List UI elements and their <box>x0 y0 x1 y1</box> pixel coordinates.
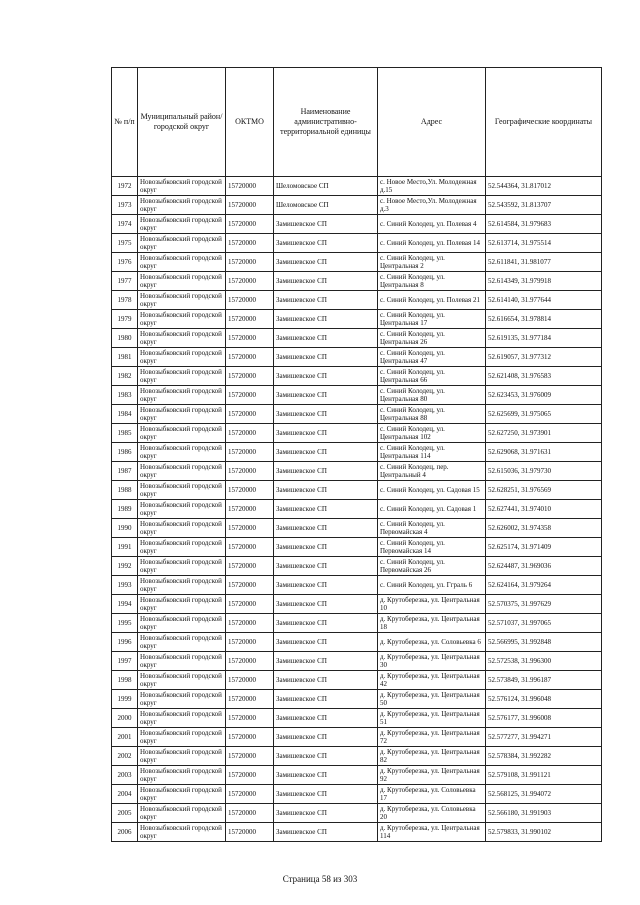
table-row <box>112 443 602 462</box>
row-number: 1974 <box>112 215 138 234</box>
unit-cell: Замишевское СП <box>274 405 378 424</box>
municipality-cell: Новозыбковский городской округ <box>138 291 226 310</box>
coords-cell: 52.579833, 31.990102 <box>486 823 602 842</box>
coords-cell: 52.566180, 31.991903 <box>486 804 602 823</box>
row-number: 1991 <box>112 538 138 557</box>
address-cell: с. Синий Колодец, ул. Полевая 4 <box>378 215 486 234</box>
municipality-cell: Новозыбковский городской округ <box>138 671 226 690</box>
table-row <box>112 234 602 253</box>
municipality-cell: Новозыбковский городской округ <box>138 595 226 614</box>
address-cell: д. Крутоберезка, ул. Центральная 51 <box>378 709 486 728</box>
table-row <box>112 215 602 234</box>
table-row <box>112 690 602 709</box>
table-row <box>112 196 602 215</box>
municipality-cell: Новозыбковский городской округ <box>138 253 226 272</box>
table-row <box>112 804 602 823</box>
row-number: 1999 <box>112 690 138 709</box>
coords-cell: 52.619057, 31.977312 <box>486 348 602 367</box>
municipality-cell: Новозыбковский городской округ <box>138 272 226 291</box>
unit-cell: Шеломовское СП <box>274 196 378 215</box>
table-row <box>112 671 602 690</box>
address-cell: д. Крутоберезка, ул. Центральная 42 <box>378 671 486 690</box>
address-cell: д. Крутоберезка, ул. Центральная 82 <box>378 747 486 766</box>
table-row <box>112 253 602 272</box>
unit-cell: Замишевское СП <box>274 614 378 633</box>
oktmo-cell: 15720000 <box>226 424 274 443</box>
row-number: 1990 <box>112 519 138 538</box>
table-row <box>112 500 602 519</box>
municipality-cell: Новозыбковский городской округ <box>138 481 226 500</box>
coords-cell: 52.624164, 31.979264 <box>486 576 602 595</box>
unit-cell: Замишевское СП <box>274 253 378 272</box>
row-number: 2001 <box>112 728 138 747</box>
address-cell: с. Синий Колодец, ул. Центральная 2 <box>378 253 486 272</box>
address-cell: с. Синий Колодец, ул. Центральная 80 <box>378 386 486 405</box>
unit-cell: Замишевское СП <box>274 348 378 367</box>
coords-cell: 52.625174, 31.971409 <box>486 538 602 557</box>
municipality-cell: Новозыбковский городской округ <box>138 652 226 671</box>
coords-cell: 52.566995, 31.992848 <box>486 633 602 652</box>
unit-cell: Замишевское СП <box>274 690 378 709</box>
row-number: 1979 <box>112 310 138 329</box>
oktmo-cell: 15720000 <box>226 253 274 272</box>
coords-cell: 52.570375, 31.997629 <box>486 595 602 614</box>
table-row <box>112 481 602 500</box>
row-number: 1996 <box>112 633 138 652</box>
coords-cell: 52.576124, 31.996048 <box>486 690 602 709</box>
unit-cell: Замишевское СП <box>274 557 378 576</box>
row-number: 1980 <box>112 329 138 348</box>
table-row <box>112 823 602 842</box>
oktmo-cell: 15720000 <box>226 215 274 234</box>
table-row <box>112 272 602 291</box>
unit-cell: Замишевское СП <box>274 538 378 557</box>
address-cell: с. Синий Колодец, ул. Первомайская 14 <box>378 538 486 557</box>
unit-cell: Замишевское СП <box>274 519 378 538</box>
table-row <box>112 177 602 196</box>
table-row <box>112 310 602 329</box>
oktmo-cell: 15720000 <box>226 519 274 538</box>
coords-cell: 52.578384, 31.992282 <box>486 747 602 766</box>
oktmo-cell: 15720000 <box>226 823 274 842</box>
oktmo-cell: 15720000 <box>226 747 274 766</box>
municipality-cell: Новозыбковский городской округ <box>138 804 226 823</box>
table-row <box>112 348 602 367</box>
coords-cell: 52.616654, 31.978814 <box>486 310 602 329</box>
table-row <box>112 652 602 671</box>
table-row <box>112 709 602 728</box>
table-row <box>112 747 602 766</box>
header-unit: Наименование административно-территориальной единицы <box>274 68 378 177</box>
oktmo-cell: 15720000 <box>226 595 274 614</box>
address-cell: с. Синий Колодец, ул. Полевая 21 <box>378 291 486 310</box>
municipality-cell: Новозыбковский городской округ <box>138 443 226 462</box>
oktmo-cell: 15720000 <box>226 196 274 215</box>
table-row <box>112 728 602 747</box>
row-number: 2003 <box>112 766 138 785</box>
unit-cell: Замишевское СП <box>274 443 378 462</box>
unit-cell: Замишевское СП <box>274 576 378 595</box>
municipality-cell: Новозыбковский городской округ <box>138 310 226 329</box>
address-cell: с. Синий Колодец, ул. Центральная 114 <box>378 443 486 462</box>
municipality-cell: Новозыбковский городской округ <box>138 424 226 443</box>
row-number: 1987 <box>112 462 138 481</box>
row-number: 1986 <box>112 443 138 462</box>
unit-cell: Замишевское СП <box>274 272 378 291</box>
registry-table <box>111 67 602 842</box>
municipality-cell: Новозыбковский городской округ <box>138 405 226 424</box>
address-cell: с. Синий Колодец, ул. Центральная 47 <box>378 348 486 367</box>
address-cell: д. Крутоберезка, ул. Соловьевка 17 <box>378 785 486 804</box>
oktmo-cell: 15720000 <box>226 481 274 500</box>
row-number: 1994 <box>112 595 138 614</box>
address-cell: с. Синий Колодец, ул. Гграль 6 <box>378 576 486 595</box>
table-row <box>112 633 602 652</box>
coords-cell: 52.543592, 31.813707 <box>486 196 602 215</box>
municipality-cell: Новозыбковский городской округ <box>138 234 226 253</box>
coords-cell: 52.579108, 31.991121 <box>486 766 602 785</box>
table-row <box>112 766 602 785</box>
municipality-cell: Новозыбковский городской округ <box>138 196 226 215</box>
unit-cell: Замишевское СП <box>274 500 378 519</box>
coords-cell: 52.623453, 31.976009 <box>486 386 602 405</box>
header-address: Адрес <box>378 68 486 177</box>
unit-cell: Замишевское СП <box>274 671 378 690</box>
unit-cell: Замишевское СП <box>274 766 378 785</box>
municipality-cell: Новозыбковский городской округ <box>138 614 226 633</box>
address-cell: д. Крутоберезка, ул. Центральная 114 <box>378 823 486 842</box>
oktmo-cell: 15720000 <box>226 405 274 424</box>
table-row <box>112 367 602 386</box>
address-cell: д. Крутоберезка, ул. Центральная 10 <box>378 595 486 614</box>
coords-cell: 52.629068, 31.971631 <box>486 443 602 462</box>
row-number: 1977 <box>112 272 138 291</box>
municipality-cell: Новозыбковский городской округ <box>138 557 226 576</box>
unit-cell: Замишевское СП <box>274 785 378 804</box>
coords-cell: 52.627250, 31.973901 <box>486 424 602 443</box>
row-number: 1995 <box>112 614 138 633</box>
municipality-cell: Новозыбковский городской округ <box>138 823 226 842</box>
municipality-cell: Новозыбковский городской округ <box>138 177 226 196</box>
coords-cell: 52.625699, 31.975065 <box>486 405 602 424</box>
oktmo-cell: 15720000 <box>226 633 274 652</box>
unit-cell: Замишевское СП <box>274 747 378 766</box>
municipality-cell: Новозыбковский городской округ <box>138 215 226 234</box>
municipality-cell: Новозыбковский городской округ <box>138 538 226 557</box>
address-cell: с. Новое Место,Ул. Молодежная д.15 <box>378 177 486 196</box>
oktmo-cell: 15720000 <box>226 177 274 196</box>
municipality-cell: Новозыбковский городской округ <box>138 747 226 766</box>
table-body <box>112 177 602 842</box>
table-row <box>112 576 602 595</box>
unit-cell: Замишевское СП <box>274 310 378 329</box>
unit-cell: Замишевское СП <box>274 386 378 405</box>
header-oktmo: ОКТМО <box>226 68 274 177</box>
address-cell: с. Синий Колодец, ул. Центральная 26 <box>378 329 486 348</box>
row-number: 2002 <box>112 747 138 766</box>
table-header-row <box>112 68 602 177</box>
oktmo-cell: 15720000 <box>226 804 274 823</box>
oktmo-cell: 15720000 <box>226 614 274 633</box>
municipality-cell: Новозыбковский городской округ <box>138 709 226 728</box>
coords-cell: 52.613714, 31.975514 <box>486 234 602 253</box>
unit-cell: Замишевское СП <box>274 291 378 310</box>
unit-cell: Замишевское СП <box>274 481 378 500</box>
table-row <box>112 785 602 804</box>
address-cell: с. Синий Колодец, ул. Первомайская 26 <box>378 557 486 576</box>
municipality-cell: Новозыбковский городской округ <box>138 785 226 804</box>
oktmo-cell: 15720000 <box>226 500 274 519</box>
municipality-cell: Новозыбковский городской округ <box>138 329 226 348</box>
row-number: 1972 <box>112 177 138 196</box>
unit-cell: Замишевское СП <box>274 823 378 842</box>
row-number: 1988 <box>112 481 138 500</box>
table-row <box>112 462 602 481</box>
address-cell: с. Синий Колодец, ул. Центральная 102 <box>378 424 486 443</box>
coords-cell: 52.614140, 31.977644 <box>486 291 602 310</box>
row-number: 1998 <box>112 671 138 690</box>
row-number: 1976 <box>112 253 138 272</box>
address-cell: с. Синий Колодец, ул. Первомайская 4 <box>378 519 486 538</box>
address-cell: с. Синий Колодец, ул. Садовая 1 <box>378 500 486 519</box>
address-cell: с. Синий Колодец, ул. Центральная 88 <box>378 405 486 424</box>
oktmo-cell: 15720000 <box>226 462 274 481</box>
unit-cell: Замишевское СП <box>274 234 378 253</box>
coords-cell: 52.627441, 31.974010 <box>486 500 602 519</box>
coords-cell: 52.628251, 31.976569 <box>486 481 602 500</box>
municipality-cell: Новозыбковский городской округ <box>138 576 226 595</box>
oktmo-cell: 15720000 <box>226 576 274 595</box>
table-row <box>112 291 602 310</box>
row-number: 2006 <box>112 823 138 842</box>
coords-cell: 52.611841, 31.981077 <box>486 253 602 272</box>
unit-cell: Замишевское СП <box>274 652 378 671</box>
unit-cell: Замишевское СП <box>274 728 378 747</box>
municipality-cell: Новозыбковский городской округ <box>138 633 226 652</box>
page-number: Страница 58 из 303 <box>282 874 358 884</box>
header-municipality: Муниципальный район/городской округ <box>138 68 226 177</box>
oktmo-cell: 15720000 <box>226 329 274 348</box>
unit-cell: Замишевское СП <box>274 424 378 443</box>
address-cell: д. Крутоберезка, ул. Центральная 18 <box>378 614 486 633</box>
address-cell: д. Крутоберезка, ул. Соловьевка 20 <box>378 804 486 823</box>
oktmo-cell: 15720000 <box>226 234 274 253</box>
coords-cell: 52.577277, 31.994271 <box>486 728 602 747</box>
row-number: 1985 <box>112 424 138 443</box>
municipality-cell: Новозыбковский городской округ <box>138 690 226 709</box>
oktmo-cell: 15720000 <box>226 310 274 329</box>
oktmo-cell: 15720000 <box>226 348 274 367</box>
municipality-cell: Новозыбковский городской округ <box>138 367 226 386</box>
table-row <box>112 538 602 557</box>
oktmo-cell: 15720000 <box>226 709 274 728</box>
oktmo-cell: 15720000 <box>226 557 274 576</box>
row-number: 1973 <box>112 196 138 215</box>
address-cell: д. Крутоберезка, ул. Соловьевка 6 <box>378 633 486 652</box>
coords-cell: 52.614584, 31.979683 <box>486 215 602 234</box>
row-number: 1984 <box>112 405 138 424</box>
row-number: 2005 <box>112 804 138 823</box>
oktmo-cell: 15720000 <box>226 785 274 804</box>
coords-cell: 52.614349, 31.979918 <box>486 272 602 291</box>
row-number: 2004 <box>112 785 138 804</box>
header-num: № п/п <box>112 68 138 177</box>
oktmo-cell: 15720000 <box>226 272 274 291</box>
row-number: 2000 <box>112 709 138 728</box>
municipality-cell: Новозыбковский городской округ <box>138 386 226 405</box>
coords-cell: 52.615036, 31.979730 <box>486 462 602 481</box>
municipality-cell: Новозыбковский городской округ <box>138 766 226 785</box>
coords-cell: 52.626002, 31.974358 <box>486 519 602 538</box>
row-number: 1983 <box>112 386 138 405</box>
unit-cell: Замишевское СП <box>274 367 378 386</box>
address-cell: д. Крутоберезка, ул. Центральная 92 <box>378 766 486 785</box>
municipality-cell: Новозыбковский городской округ <box>138 500 226 519</box>
unit-cell: Замишевское СП <box>274 462 378 481</box>
row-number: 1981 <box>112 348 138 367</box>
oktmo-cell: 15720000 <box>226 443 274 462</box>
table-row <box>112 519 602 538</box>
header-coords: Географические координаты <box>486 68 602 177</box>
oktmo-cell: 15720000 <box>226 671 274 690</box>
address-cell: с. Синий Колодец, ул. Центральная 66 <box>378 367 486 386</box>
table-row <box>112 386 602 405</box>
oktmo-cell: 15720000 <box>226 291 274 310</box>
municipality-cell: Новозыбковский городской округ <box>138 348 226 367</box>
address-cell: с. Синий Колодец, ул. Садовая 15 <box>378 481 486 500</box>
coords-cell: 52.619135, 31.977184 <box>486 329 602 348</box>
coords-cell: 52.568125, 31.994072 <box>486 785 602 804</box>
oktmo-cell: 15720000 <box>226 538 274 557</box>
unit-cell: Замишевское СП <box>274 215 378 234</box>
coords-cell: 52.576177, 31.996008 <box>486 709 602 728</box>
municipality-cell: Новозыбковский городской округ <box>138 519 226 538</box>
oktmo-cell: 15720000 <box>226 728 274 747</box>
address-cell: с. Синий Колодец, ул. Центральная 17 <box>378 310 486 329</box>
municipality-cell: Новозыбковский городской округ <box>138 728 226 747</box>
unit-cell: Замишевское СП <box>274 633 378 652</box>
unit-cell: Замишевское СП <box>274 329 378 348</box>
coords-cell: 52.621408, 31.976583 <box>486 367 602 386</box>
table-row <box>112 557 602 576</box>
unit-cell: Шеломовское СП <box>274 177 378 196</box>
oktmo-cell: 15720000 <box>226 766 274 785</box>
address-cell: д. Крутоберезка, ул. Центральная 30 <box>378 652 486 671</box>
coords-cell: 52.572538, 31.996300 <box>486 652 602 671</box>
table-row <box>112 614 602 633</box>
address-cell: д. Крутоберезка, ул. Центральная 50 <box>378 690 486 709</box>
row-number: 1989 <box>112 500 138 519</box>
address-cell: с. Синий Колодец, пер. Центральный 4 <box>378 462 486 481</box>
row-number: 1997 <box>112 652 138 671</box>
coords-cell: 52.571037, 31.997065 <box>486 614 602 633</box>
row-number: 1975 <box>112 234 138 253</box>
oktmo-cell: 15720000 <box>226 652 274 671</box>
row-number: 1993 <box>112 576 138 595</box>
municipality-cell: Новозыбковский городской округ <box>138 462 226 481</box>
coords-cell: 52.624487, 31.969036 <box>486 557 602 576</box>
unit-cell: Замишевское СП <box>274 804 378 823</box>
unit-cell: Замишевское СП <box>274 709 378 728</box>
oktmo-cell: 15720000 <box>226 367 274 386</box>
row-number: 1978 <box>112 291 138 310</box>
coords-cell: 52.573849, 31.996187 <box>486 671 602 690</box>
table-row <box>112 424 602 443</box>
address-cell: с. Синий Колодец, ул. Полевая 14 <box>378 234 486 253</box>
table-row <box>112 595 602 614</box>
address-cell: д. Крутоберезка, ул. Центральная 72 <box>378 728 486 747</box>
address-cell: с. Новое Место,Ул. Молодежная д.3 <box>378 196 486 215</box>
oktmo-cell: 15720000 <box>226 386 274 405</box>
row-number: 1992 <box>112 557 138 576</box>
row-number: 1982 <box>112 367 138 386</box>
table-row <box>112 405 602 424</box>
table-row <box>112 329 602 348</box>
address-cell: с. Синий Колодец, ул. Центральная 8 <box>378 272 486 291</box>
oktmo-cell: 15720000 <box>226 690 274 709</box>
unit-cell: Замишевское СП <box>274 595 378 614</box>
coords-cell: 52.544364, 31.817012 <box>486 177 602 196</box>
